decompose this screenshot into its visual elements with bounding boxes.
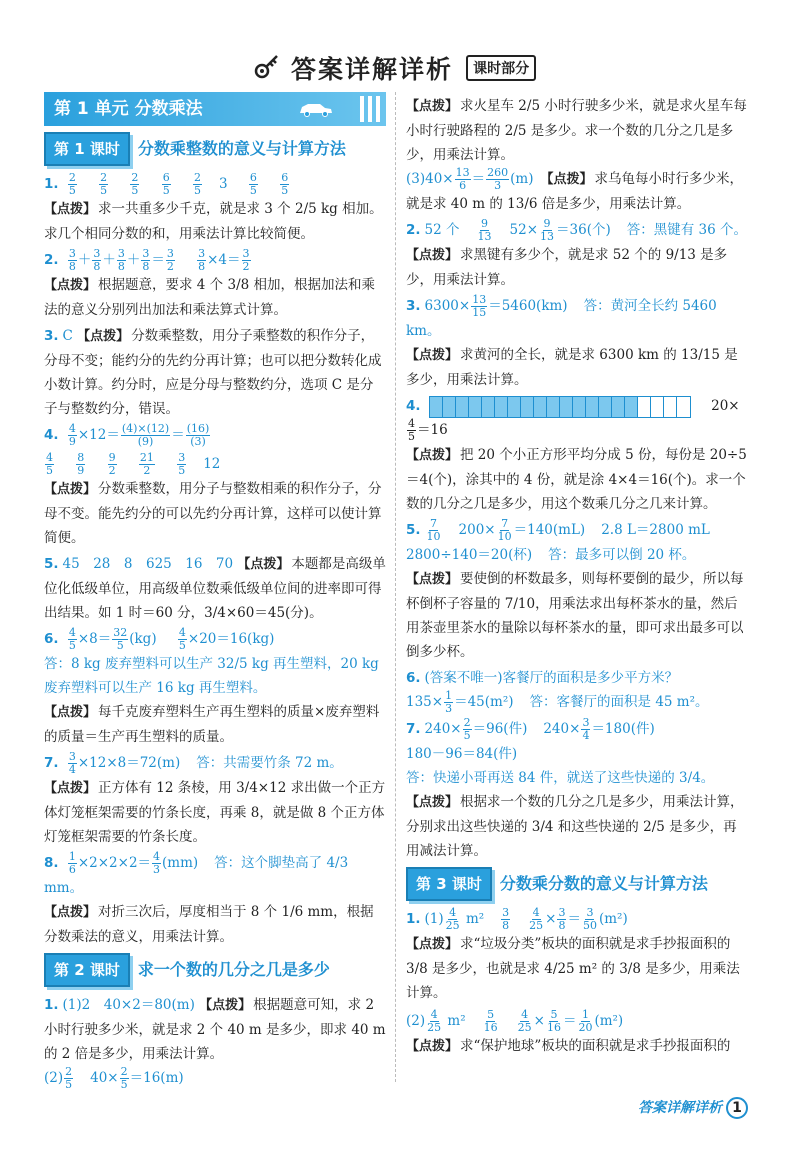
car-icon bbox=[298, 100, 334, 124]
shaded-grid bbox=[429, 396, 691, 418]
lesson2-question-2: 2. 52 个 $\frac{9}{13}$ 52× $\frac{9}{13}$ ＝36(个) 答：黑键有 36 个。 【点拨】 求黑键有多少个，就是求 52 个的 9/13 是多少，用乘法计算。 bbox=[406, 217, 747, 288]
question-7: 7. $\frac{3}{4}$ ×12×8＝72(m) 答：共需要竹条 72 m。 【点拨】 正方体有 12 条棱，用 3/4×12 求出做一个正方体灯笼框架需要的竹条长度，再乘 8，就是做 8 个正方体灯笼框架需要的竹条长度。 bbox=[44, 750, 386, 845]
lesson-tag: 第 2 课时 bbox=[44, 953, 130, 987]
lesson2-question-6: 6. (答案不唯一)客餐厅的面积是多少平方米？ 135× $\frac{1}{3}$ ＝45(m²) 答：客餐厅的面积是 45 m²。 bbox=[406, 670, 709, 715]
page-number: 1 bbox=[726, 1097, 748, 1119]
lesson-title: 分数乘整数的意义与计算方法 bbox=[137, 139, 346, 158]
lesson-tag: 第 3 课时 bbox=[406, 867, 492, 901]
banner-stripes bbox=[356, 96, 380, 129]
lesson-2-heading bbox=[44, 955, 386, 985]
lesson-tag: 第 1 课时 bbox=[44, 132, 130, 166]
footer-label: 答案详解详析 bbox=[638, 1100, 722, 1116]
lesson-title: 求一个数的几分之几是多少 bbox=[137, 960, 330, 979]
key-icon bbox=[254, 53, 280, 83]
question-5: 5. 45 28 8 625 16 70 【点拨】 本题都是高级单位化低级单位，用高级单位数乘低级单位间的进率即可得出结果。如 1 时＝60 分，3/4×60＝45(分)。 bbox=[44, 556, 386, 621]
lesson2-question-1: 1. (1)2 40×2＝80(m) 【点拨】 根据题意可知，求 2 小时行驶多少米，就是求 2 个 40 m 是多少，即求 40 m 的 2 倍是多少，用乘法计算。 (2) $\frac{2}{5}$ 40× $\frac{2}{5}$ ＝16(m) bbox=[44, 997, 386, 1091]
lesson2-question-5: 5. $\frac{7}{10}$ 200× $\frac{7}{10}$ ＝140(mL) 2.8 L＝2800 mL 2800÷140＝20(杯) 答：最多可以倒 20 杯。 【点拨】 要使倒的杯数最多，则每杯要倒的最少，所以每杯倒杯子容量的 7/10，用乘法求出每杯茶水的量，然后用茶壶里茶水的量除以每杯茶水的量，即可求出最多可以倒多少杯。 bbox=[406, 517, 744, 660]
lesson-title: 分数乘分数的意义与计算方法 bbox=[499, 874, 708, 893]
question-4: 4. $\frac{4}{9}$ ×12＝ $\frac{(4)\times(12)}{(9)}$ ＝ $\frac{(16)}{(3)}$ $\frac{4}{5}$ $\frac{8}{9}$ $\frac{9}{2}$ $\frac{21}{2}$ $\frac{3}{5}$ 12 【点拨】 分数乘整数，用分子与整数相乘的积作分子，分母不变。能先约分的可以先约分再计算，这样可以使计算简便。 bbox=[44, 422, 382, 546]
question-6: 6. $\frac{4}{5}$ ×8＝ $\frac{32}{5}$ (kg) $\frac{4}{5}$ ×20＝16(kg) 答：8 kg 废弃塑料可以生产 32/5 kg 再生塑料，20 kg 废弃塑料可以生产 16 kg 再生塑料。 【点拨】 每千克废弃塑料生产再生塑料的质量×废弃塑料的质量＝生产再生塑料的质量。 bbox=[44, 626, 380, 745]
question-3: 3. C 【点拨】 分数乘整数，用分子乘整数的积作分子，分母不变；能约分的先约分再计算；也可以把分数转化成小数计算。约分时，应是分母与整数约分，选项 C 是分子与整数约分，错误。 bbox=[44, 328, 382, 417]
lesson2-question-4: 4. 20× $\frac{4}{5}$ ＝16 【点拨】 把 20 个小正方形平均分成 5 份，每份是 20÷5＝4(个)，涂其中的 4 份，就是涂 4×4＝16(个)。求一个数的几分之几是多少，用这个数乘几分之几来计算。 bbox=[406, 394, 748, 516]
column-divider bbox=[395, 92, 396, 1082]
question-8: 8. $\frac{1}{6}$ ×2×2×2＝ $\frac{4}{3}$ (mm) 答：这个脚垫高了 4/3 mm。 【点拨】 对折三次后，厚度相当于 8 个 1/6 mm，根据分数乘法的意义，用乘法计算。 bbox=[44, 850, 374, 945]
lesson2-question-7: 7. 240× $\frac{2}{5}$ ＝96(件) 240× $\frac{3}{4}$ ＝180(件) 180－96＝84(件) 答：快递小哥再送 84 件，就送了这些快递的 3/4。 【点拨】 根据求一个数的几分之几是多少，用乘法计算，分别求出这些快递的 3/4 和这些快递的 2/5 是多少，再用减法计算。 bbox=[406, 716, 744, 859]
left-column bbox=[44, 92, 386, 1093]
section-tag: 课时部分 bbox=[466, 55, 536, 81]
lesson-3-heading bbox=[406, 869, 748, 899]
lesson2-question-3: 3. 6300× $\frac{13}{15}$ ＝5460(km) 答：黄河全长约 5460 km。 【点拨】 求黄河的全长，就是求 6300 km 的 13/15 是多少，用乘法计算。 bbox=[406, 293, 738, 388]
question-1: 1. $\frac{2}{5}$ $\frac{2}{5}$ $\frac{2}{5}$ $\frac{6}{5}$ $\frac{2}{5}$ 3 $\frac{6}{5}$ $\frac{6}{5}$ 【点拨】 求一共重多少千克，就是求 3 个 2/5 kg 相加。求几个相同分数的和，用乘法计算比较简便。 bbox=[44, 171, 383, 242]
unit-banner bbox=[44, 92, 386, 126]
question-2: 2. $\frac{3}{8}$ ＋ $\frac{3}{8}$ ＋ $\frac{3}{8}$ ＋ $\frac{3}{8}$ ＝ $\frac{3}{2}$ $\frac{3}{8}$ ×4＝ $\frac{3}{2}$ 【点拨】 根据题意，要求 4 个 3/8 相加，根据加法和乘法的意义分别列出加法和乘法算式计算。 bbox=[44, 247, 375, 318]
page-footer bbox=[638, 1097, 748, 1119]
right-column bbox=[406, 92, 748, 1061]
page-title: 答案详解详析 bbox=[290, 55, 453, 84]
lesson2-question-1-cont: 【点拨】 求火星车 2/5 小时行驶多少米，就是求火星车每小时行驶路程的 2/5 是多少。求一个数的几分之几是多少，用乘法计算。 (3)40× $\frac{13}{6}$ ＝ $\frac{260}{3}$ (m) 【点拨】 求乌龟每小时行多少米，就是求 40 m 的 13/6 倍是多少，用乘法计算。 bbox=[406, 98, 747, 212]
unit-title: 第 1 单元 分数乘法 bbox=[54, 99, 203, 119]
lesson3-question-1: 1. (1) $\frac{4}{25}$ m² $\frac{3}{8}$ $\frac{4}{25}$ × $\frac{3}{8}$ ＝ $\frac{3}{50}$ (m²) 【点拨】 求“垃圾分类”板块的面积就是求手抄报面积的 3/8 是多少，也就是求 4/25 m² 的 3/8 是多少，用乘法计算。 (2) $\frac{4}{25}$ m² $\frac{5}{16}$ $\frac{4}{25}$ × $\frac{5}{16}$ ＝ $\frac{1}{20}$ (m²) 【点拨】 求“保护地球”板块的面积就是求手抄报面积的 bbox=[406, 906, 740, 1054]
page-header bbox=[0, 50, 790, 86]
lesson-1-heading bbox=[44, 134, 386, 164]
